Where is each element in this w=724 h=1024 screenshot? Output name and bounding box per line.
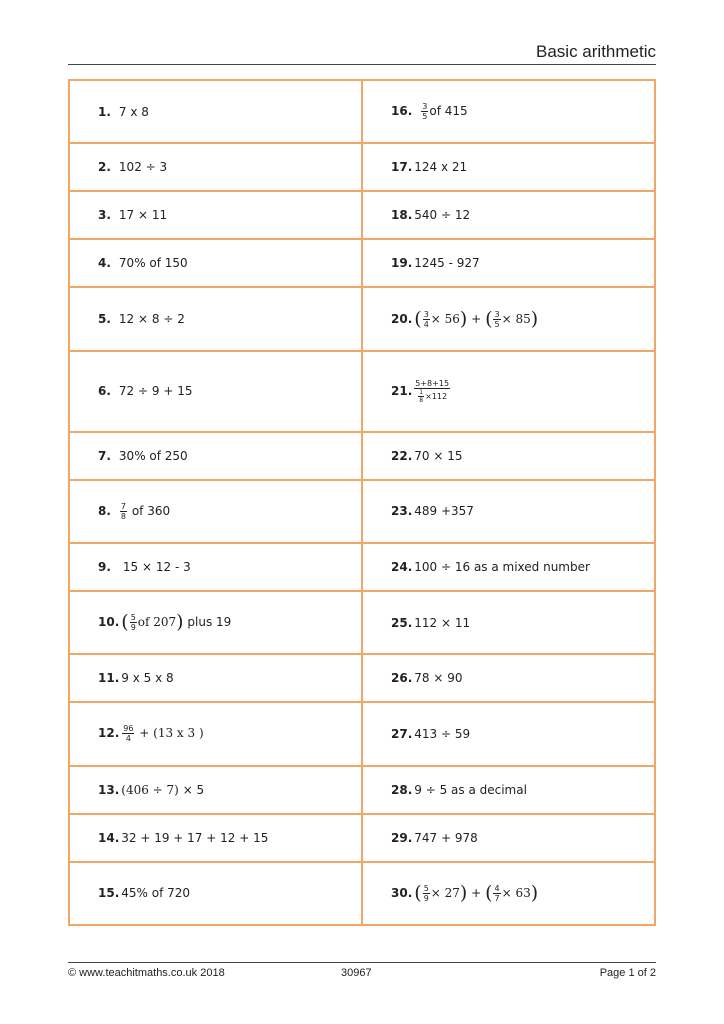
question-4: 4. 70% of 150: [69, 239, 362, 287]
table-row: [69, 80, 655, 143]
question-25: 25. 112 × 11: [362, 591, 655, 654]
question-5: 5. 12 × 8 ÷ 2: [69, 287, 362, 350]
footer-copyright: © www.teachitmaths.co.uk 2018: [68, 967, 225, 979]
table-row: [69, 351, 655, 432]
table-row: [69, 543, 655, 591]
question-11: 11. 9 x 5 x 8: [69, 654, 362, 702]
question-26: 26. 78 × 90: [362, 654, 655, 702]
question-13: 13. (406 ÷ 7) × 5: [69, 766, 362, 814]
table-row: [69, 766, 655, 814]
question-27: 27. 413 ÷ 59: [362, 702, 655, 765]
question-18: 18. 540 ÷ 12: [362, 191, 655, 239]
fraction: $\frac{7}{8}$: [120, 501, 127, 521]
question-2: 2. 102 ÷ 3: [69, 143, 362, 191]
table-row: [69, 480, 655, 543]
question-8: 8. $\frac{7}{8}$ of 360: [69, 480, 362, 543]
fraction: $\frac{3}{5}$: [494, 309, 500, 329]
table-row: [69, 432, 655, 480]
table-row: [69, 814, 655, 862]
table-row: [69, 591, 655, 654]
question-6: 6. 72 ÷ 9 + 15: [69, 351, 362, 432]
question-22: 22. 70 × 15: [362, 432, 655, 480]
fraction: $\frac{96}{4}$: [123, 724, 134, 744]
table-row: [69, 862, 655, 925]
table-row: [69, 287, 655, 350]
question-24: 24. 100 ÷ 16 as a mixed number: [362, 543, 655, 591]
fraction: $\frac{1}{8}$: [419, 388, 424, 404]
table-row: [69, 191, 655, 239]
table-row: [69, 239, 655, 287]
table-row: [69, 654, 655, 702]
fraction: $\frac{4}{7}$: [494, 883, 500, 903]
question-14: 14. 32 + 19 + 17 + 12 + 15: [69, 814, 362, 862]
question-21: 21. 5+8+15 $\frac{1}{8}$ ×112: [362, 351, 655, 432]
compound-fraction: 5+8+15 $\frac{1}{8}$ ×112: [415, 378, 450, 404]
footer-resource-code: 30967: [341, 967, 372, 979]
fraction: $\frac{5}{9}$: [423, 883, 429, 903]
question-9: 9. 15 × 12 - 3: [69, 543, 362, 591]
question-1: 1. 7 x 8: [69, 80, 362, 143]
footer-page-number: Page 1 of 2: [599, 967, 656, 979]
question-10: 10. ( $\frac{5}{9}$ of 207) plus 19: [69, 591, 362, 654]
question-15: 15. 45% of 720: [69, 862, 362, 925]
question-17: 17. 124 x 21: [362, 143, 655, 191]
table-row: [69, 143, 655, 191]
question-table: [68, 79, 656, 926]
question-30: 30. ( $\frac{5}{9}$ × 27) + ( $\frac{4}{7}$ × 63): [362, 862, 655, 925]
question-19: 19. 1245 - 927: [362, 239, 655, 287]
question-7: 7. 30% of 250: [69, 432, 362, 480]
question-16: 16. $\frac{3}{5}$ of 415: [362, 80, 655, 143]
question-12: 12. $\frac{96}{4}$ + (13 x 3 ): [69, 702, 362, 765]
fraction: $\frac{5}{9}$: [130, 613, 136, 633]
question-28: 28. 9 ÷ 5 as a decimal: [362, 766, 655, 814]
header-divider: [68, 64, 656, 65]
page-title: Basic arithmetic: [536, 42, 656, 61]
footer-divider: [68, 962, 656, 963]
question-20: 20. ( $\frac{3}{4}$ × 56) + ( $\frac{3}{5}$ × 85): [362, 287, 655, 350]
fraction: $\frac{3}{4}$: [423, 309, 429, 329]
question-3: 3. 17 × 11: [69, 191, 362, 239]
question-23: 23. 489 +357: [362, 480, 655, 543]
table-row: [69, 702, 655, 765]
question-29: 29. 747 + 978: [362, 814, 655, 862]
fraction: $\frac{3}{5}$: [422, 102, 428, 122]
